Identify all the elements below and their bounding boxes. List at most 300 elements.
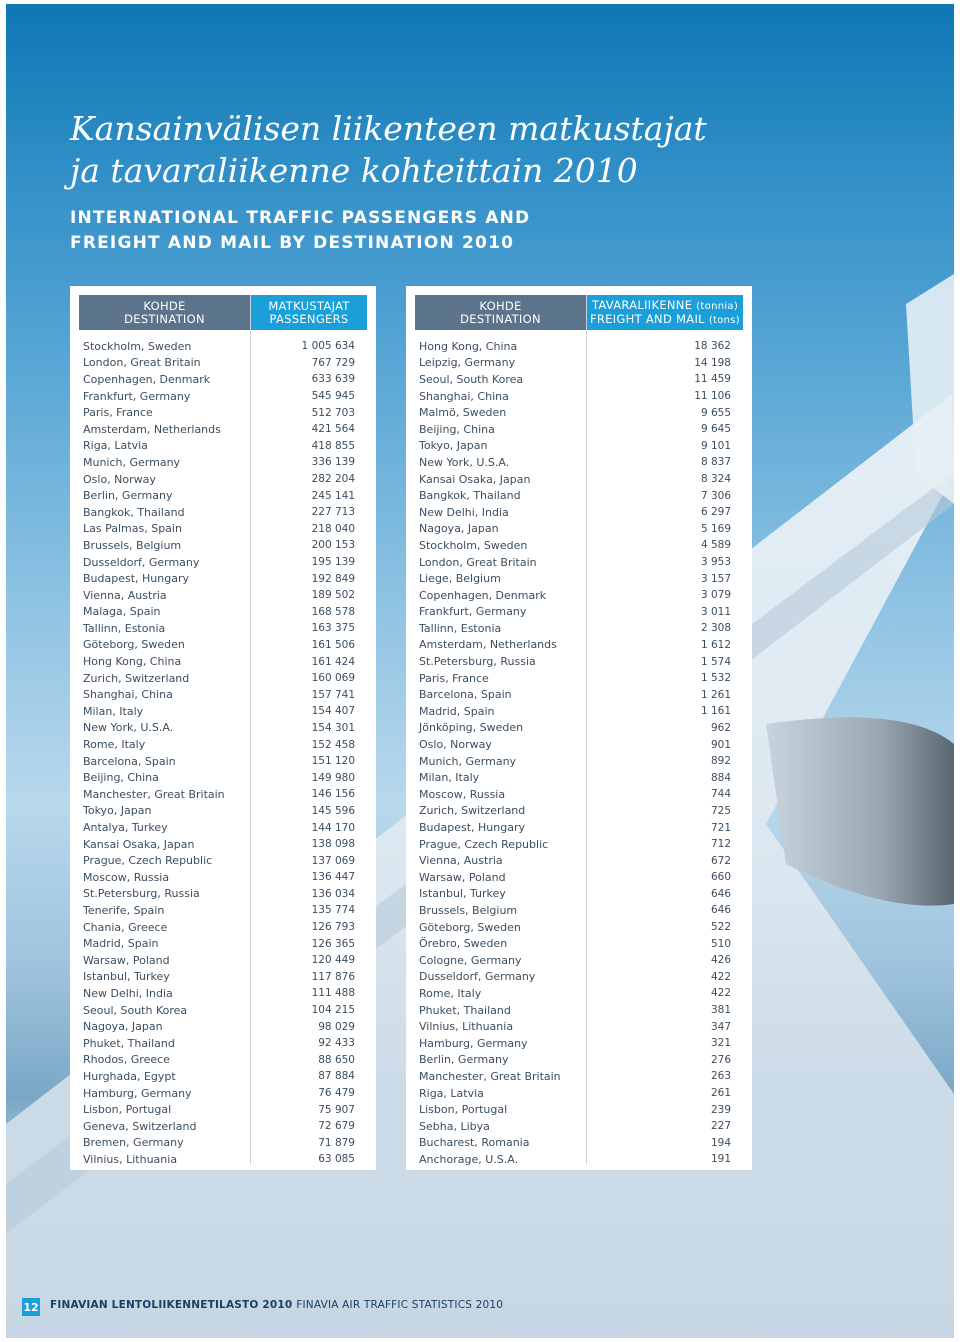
table-row [83,935,355,952]
value-cell: 135 774 [311,904,355,917]
passengers-table [70,286,376,1170]
destination-cell: Liege, Belgium [419,572,501,586]
destination-cell: Milan, Italy [419,771,480,785]
destination-cell: Seoul, South Korea [419,372,524,386]
destination-cell: Jönköping, Sweden [419,721,524,735]
value-cell: 1 612 [700,638,731,651]
destination-cell: Tokyo, Japan [419,439,488,453]
value-cell: 767 729 [311,356,355,369]
header-label-fi-main: TAVARALIIKENNE [591,297,693,312]
destination-cell: Oslo, Norway [83,472,156,486]
passengers-count-header [251,295,367,330]
table-row [83,969,355,986]
destination-cell: Vilnius, Lithuania [419,1020,514,1034]
value-cell: 510 [710,937,731,950]
destination-cell: St.Petersburg, Russia [83,887,200,901]
value-cell: 189 502 [311,589,355,602]
table-row [419,902,731,919]
value-cell: 98 029 [318,1020,355,1033]
destination-cell: Budapest, Hungary [83,572,189,586]
value-cell: 11 459 [694,373,731,386]
table-row [83,1101,355,1118]
table-row [83,902,355,919]
footer-text-en: FINAVIA AIR TRAFFIC STATISTICS 2010 [296,1299,504,1311]
value-cell: 3 953 [700,556,731,569]
value-cell: 901 [710,738,731,751]
header-label-en-main: FREIGHT AND MAIL [589,311,705,326]
value-cell: 884 [710,771,731,784]
destination-cell: Milan, Italy [83,704,144,718]
value-cell: 426 [710,954,731,967]
value-cell: 154 407 [311,705,355,718]
value-cell: 3 157 [700,572,731,585]
table-row [83,1002,355,1019]
destination-cell: Stockholm, Sweden [419,538,528,552]
destination-cell: Hamburg, Germany [83,1086,192,1100]
table-row [419,1068,731,1085]
table-row [419,1085,731,1102]
value-cell: 633 639 [311,373,355,386]
value-cell: 18 362 [694,340,731,353]
value-cell: 421 564 [311,423,355,436]
value-cell: 87 884 [318,1070,355,1083]
destination-cell: Malaga, Spain [83,605,161,619]
value-cell: 6 297 [700,506,731,519]
value-cell: 245 141 [311,489,355,502]
value-cell: 88 650 [318,1053,355,1066]
destination-cell: Zurich, Switzerland [419,804,526,818]
value-cell: 137 069 [311,854,355,867]
destination-cell: Hamburg, Germany [419,1036,528,1050]
table-row [83,852,355,869]
table-row [419,952,731,969]
destination-cell: Frankfurt, Germany [83,389,191,403]
value-cell: 522 [710,921,731,934]
value-cell: 146 156 [311,788,355,801]
value-cell: 14 198 [694,356,731,369]
table-row [83,355,355,372]
table-row [419,786,731,803]
table-row [419,1052,731,1069]
table-row [83,421,355,438]
destination-cell: Phuket, Thailand [83,1036,175,1050]
header-label-en [587,313,743,327]
destination-cell: Madrid, Spain [419,704,495,718]
value-cell: 1 574 [700,655,731,668]
destination-cell: Örebro, Sweden [419,937,508,951]
table-row [83,670,355,687]
table-row [419,985,731,1002]
table-row [419,487,731,504]
destination-cell: Hong Kong, China [83,655,182,669]
table-row [419,388,731,405]
value-cell: 3 079 [700,589,731,602]
destination-cell: New Delhi, India [419,505,509,519]
destination-cell: Phuket, Thailand [419,1003,511,1017]
destination-cell: Leipzig, Germany [419,356,516,370]
table-row [83,686,355,703]
destination-cell: Bucharest, Romania [419,1136,530,1150]
table-row [419,935,731,952]
destination-cell: New York, U.S.A. [419,455,510,469]
value-cell: 261 [710,1087,731,1100]
destination-cell: Prague, Czech Republic [83,854,213,868]
destination-cell: Warsaw, Poland [83,953,170,967]
table-row [419,404,731,421]
destination-cell: Shanghai, China [419,389,509,403]
value-cell: 512 703 [311,406,355,419]
destination-cell: Nagoya, Japan [83,1020,163,1034]
destination-cell: Malmö, Sweden [419,406,507,420]
destination-cell: Bangkok, Thailand [419,489,521,503]
value-cell: 545 945 [311,390,355,403]
table-row [419,1018,731,1035]
value-cell: 3 011 [700,605,731,618]
header-label-fi: KOHDE [143,298,186,313]
title-fi-line-2: ja tavaraliikenne kohteittain 2010 [70,151,638,190]
table-row [83,1018,355,1035]
value-cell: 157 741 [311,688,355,701]
value-cell: 263 [710,1070,731,1083]
table-row [83,521,355,538]
value-cell: 126 365 [311,937,355,950]
freight-tons-header [587,295,743,330]
table-row [83,753,355,770]
destination-cell: Barcelona, Spain [83,754,176,768]
table-row [83,819,355,836]
table-row [419,1151,731,1168]
destination-cell: Moscow, Russia [83,870,170,884]
value-cell: 126 793 [311,921,355,934]
table-row [419,736,731,753]
table-row [419,852,731,869]
value-cell: 160 069 [311,672,355,685]
table-row [83,769,355,786]
value-cell: 9 101 [700,439,731,452]
table-row [83,620,355,637]
value-cell: 75 907 [318,1103,355,1116]
destination-cell: Göteborg, Sweden [419,920,521,934]
value-cell: 276 [710,1053,731,1066]
table-row [419,504,731,521]
value-cell: 725 [710,804,731,817]
table-row [83,1118,355,1135]
value-cell: 136 034 [311,887,355,900]
value-cell: 111 488 [311,987,355,1000]
table-row [419,604,731,621]
table-row [83,786,355,803]
value-cell: 63 085 [318,1153,355,1166]
table-row [83,504,355,521]
freight-rows [406,338,752,1168]
destination-cell: Bangkok, Thailand [83,505,185,519]
table-row [419,371,731,388]
table-row [83,637,355,654]
destination-cell: Tallinn, Estonia [419,621,502,635]
value-cell: 239 [710,1103,731,1116]
destination-cell: Hurghada, Egypt [83,1069,176,1083]
destination-cell: Frankfurt, Germany [419,605,527,619]
table-row [83,404,355,421]
value-cell: 191 [710,1153,731,1166]
table-row [83,803,355,820]
value-cell: 144 170 [311,821,355,834]
destination-cell: Antalya, Turkey [83,821,168,835]
table-row [419,919,731,936]
destination-cell: New Delhi, India [83,986,173,1000]
table-row [83,736,355,753]
value-cell: 218 040 [311,522,355,535]
value-cell: 136 447 [311,871,355,884]
destination-cell: Seoul, South Korea [83,1003,188,1017]
destination-cell: Copenhagen, Denmark [419,588,547,602]
header-label-en: PASSENGERS [269,311,349,326]
passengers-rows [70,338,376,1168]
destination-cell: Munich, Germany [419,754,517,768]
destination-cell: Manchester, Great Britain [83,787,225,801]
value-cell: 227 713 [311,506,355,519]
value-cell: 72 679 [318,1120,355,1133]
destination-cell: Brussels, Belgium [83,538,182,552]
header-label-en: DESTINATION [124,311,205,326]
table-row [83,836,355,853]
page-title-finnish [70,108,707,192]
destination-cell: Vienna, Austria [83,588,167,602]
value-cell: 161 506 [311,638,355,651]
value-cell: 200 153 [311,539,355,552]
destination-cell: Istanbul, Turkey [419,887,506,901]
table-row [419,769,731,786]
value-cell: 744 [710,788,731,801]
destination-cell: St.Petersburg, Russia [419,655,536,669]
value-cell: 1 161 [700,705,731,718]
value-cell: 194 [710,1136,731,1149]
footer-text [50,1299,503,1311]
value-cell: 7 306 [700,489,731,502]
destination-cell: Nagoya, Japan [419,522,499,536]
value-cell: 4 589 [700,539,731,552]
table-row [419,554,731,571]
table-row [83,388,355,405]
table-row [419,587,731,604]
value-cell: 104 215 [311,1004,355,1017]
table-row [83,604,355,621]
value-cell: 9 645 [700,423,731,436]
table-row [83,703,355,720]
destination-cell: Beijing, China [83,771,159,785]
table-row [419,869,731,886]
table-row [83,471,355,488]
freight-destination-header [415,295,586,330]
value-cell: 712 [710,838,731,851]
table-row [419,803,731,820]
table-row [83,371,355,388]
destination-cell: Berlin, Germany [419,1053,509,1067]
destination-cell: Stockholm, Sweden [83,339,192,353]
value-cell: 154 301 [311,721,355,734]
destination-cell: Amsterdam, Netherlands [419,638,557,652]
destination-cell: Budapest, Hungary [419,821,525,835]
value-cell: 660 [710,871,731,884]
value-cell: 227 [710,1120,731,1133]
value-cell: 71 879 [318,1136,355,1149]
header-unit-fi: (tonnia) [696,300,739,312]
destination-cell: Tokyo, Japan [83,804,152,818]
table-row [419,355,731,372]
table-row [83,919,355,936]
table-row [83,587,355,604]
destination-cell: Cologne, Germany [419,953,522,967]
value-cell: 321 [710,1037,731,1050]
page-number: 12 [22,1298,40,1316]
value-cell: 149 980 [311,771,355,784]
table-row [83,537,355,554]
table-row [83,1135,355,1152]
destination-cell: Munich, Germany [83,455,181,469]
table-row [419,969,731,986]
destination-cell: Istanbul, Turkey [83,970,170,984]
value-cell: 8 837 [700,456,731,469]
table-row [83,1035,355,1052]
table-row [83,869,355,886]
header-label-fi: MATKUSTAJAT [268,298,350,313]
destination-cell: Dusseldorf, Germany [83,555,200,569]
table-row [419,686,731,703]
value-cell: 282 204 [311,473,355,486]
passengers-destination-header [79,295,250,330]
table-row [419,1135,731,1152]
table-row [419,637,731,654]
destination-cell: Rhodos, Greece [83,1053,170,1067]
value-cell: 8 324 [700,473,731,486]
value-cell: 721 [710,821,731,834]
destination-cell: Oslo, Norway [419,738,492,752]
table-row [83,1052,355,1069]
table-row [83,952,355,969]
destination-cell: Göteborg, Sweden [83,638,185,652]
table-row [419,653,731,670]
table-row [419,1118,731,1135]
header-label-fi [587,299,743,313]
table-row [419,438,731,455]
table-row [419,471,731,488]
destination-cell: Vilnius, Lithuania [83,1152,178,1166]
destination-cell: Lisbon, Portugal [83,1103,172,1117]
table-row [419,537,731,554]
table-row [83,487,355,504]
value-cell: 646 [710,904,731,917]
value-cell: 161 424 [311,655,355,668]
table-row [83,653,355,670]
table-row [419,570,731,587]
value-cell: 1 261 [700,688,731,701]
value-cell: 336 139 [311,456,355,469]
table-row [419,670,731,687]
value-cell: 151 120 [311,755,355,768]
value-cell: 195 139 [311,556,355,569]
table-row [83,554,355,571]
destination-cell: Lisbon, Portugal [419,1103,508,1117]
destination-cell: Barcelona, Spain [419,688,512,702]
destination-cell: Zurich, Switzerland [83,671,190,685]
table-row [419,819,731,836]
table-row [419,1002,731,1019]
destination-cell: Tenerife, Spain [83,903,165,917]
table-row [83,886,355,903]
destination-cell: Riga, Latvia [419,1086,484,1100]
table-row [419,521,731,538]
destination-cell: Moscow, Russia [419,787,506,801]
table-row [419,1035,731,1052]
value-cell: 381 [710,1004,731,1017]
destination-cell: Anchorage, U.S.A. [419,1152,519,1166]
table-row [419,1101,731,1118]
destination-cell: Rome, Italy [83,738,146,752]
destination-cell: Warsaw, Poland [419,870,506,884]
value-cell: 163 375 [311,622,355,635]
value-cell: 422 [710,970,731,983]
value-cell: 120 449 [311,954,355,967]
table-row [83,338,355,355]
destination-cell: Dusseldorf, Germany [419,970,536,984]
table-row [419,753,731,770]
destination-cell: Sebha, Libya [419,1119,490,1133]
value-cell: 152 458 [311,738,355,751]
title-fi-line-1: Kansainvälisen liikenteen matkustajat [70,109,707,148]
value-cell: 92 433 [318,1037,355,1050]
destination-cell: Brussels, Belgium [419,903,518,917]
destination-cell: Kansai Osaka, Japan [419,472,531,486]
value-cell: 5 169 [700,522,731,535]
value-cell: 347 [710,1020,731,1033]
destination-cell: Riga, Latvia [83,439,148,453]
table-row [83,454,355,471]
table-row [83,720,355,737]
value-cell: 1 005 634 [301,340,355,353]
destination-cell: London, Great Britain [83,356,201,370]
destination-cell: Vienna, Austria [419,854,503,868]
header-unit-en: (tons) [708,314,741,326]
destination-cell: New York, U.S.A. [83,721,174,735]
value-cell: 192 849 [311,572,355,585]
destination-cell: Madrid, Spain [83,937,159,951]
destination-cell: Copenhagen, Denmark [83,372,211,386]
table-row [419,886,731,903]
destination-cell: Amsterdam, Netherlands [83,422,221,436]
destination-cell: Prague, Czech Republic [419,837,549,851]
destination-cell: Hong Kong, China [419,339,518,353]
destination-cell: Chania, Greece [83,920,168,934]
value-cell: 1 532 [700,672,731,685]
destination-cell: Tallinn, Estonia [83,621,166,635]
destination-cell: Kansai Osaka, Japan [83,837,195,851]
value-cell: 892 [710,755,731,768]
value-cell: 145 596 [311,804,355,817]
table-row [419,720,731,737]
destination-cell: Paris, France [83,406,153,420]
destination-cell: Bremen, Germany [83,1136,184,1150]
value-cell: 168 578 [311,605,355,618]
value-cell: 2 308 [700,622,731,635]
value-cell: 962 [710,721,731,734]
value-cell: 11 106 [694,390,731,403]
value-cell: 422 [710,987,731,1000]
table-row [83,570,355,587]
page-title-english [70,206,530,256]
title-en-line-1: INTERNATIONAL TRAFFIC PASSENGERS AND [70,208,531,228]
freight-table [406,286,752,1170]
value-cell: 138 098 [311,838,355,851]
